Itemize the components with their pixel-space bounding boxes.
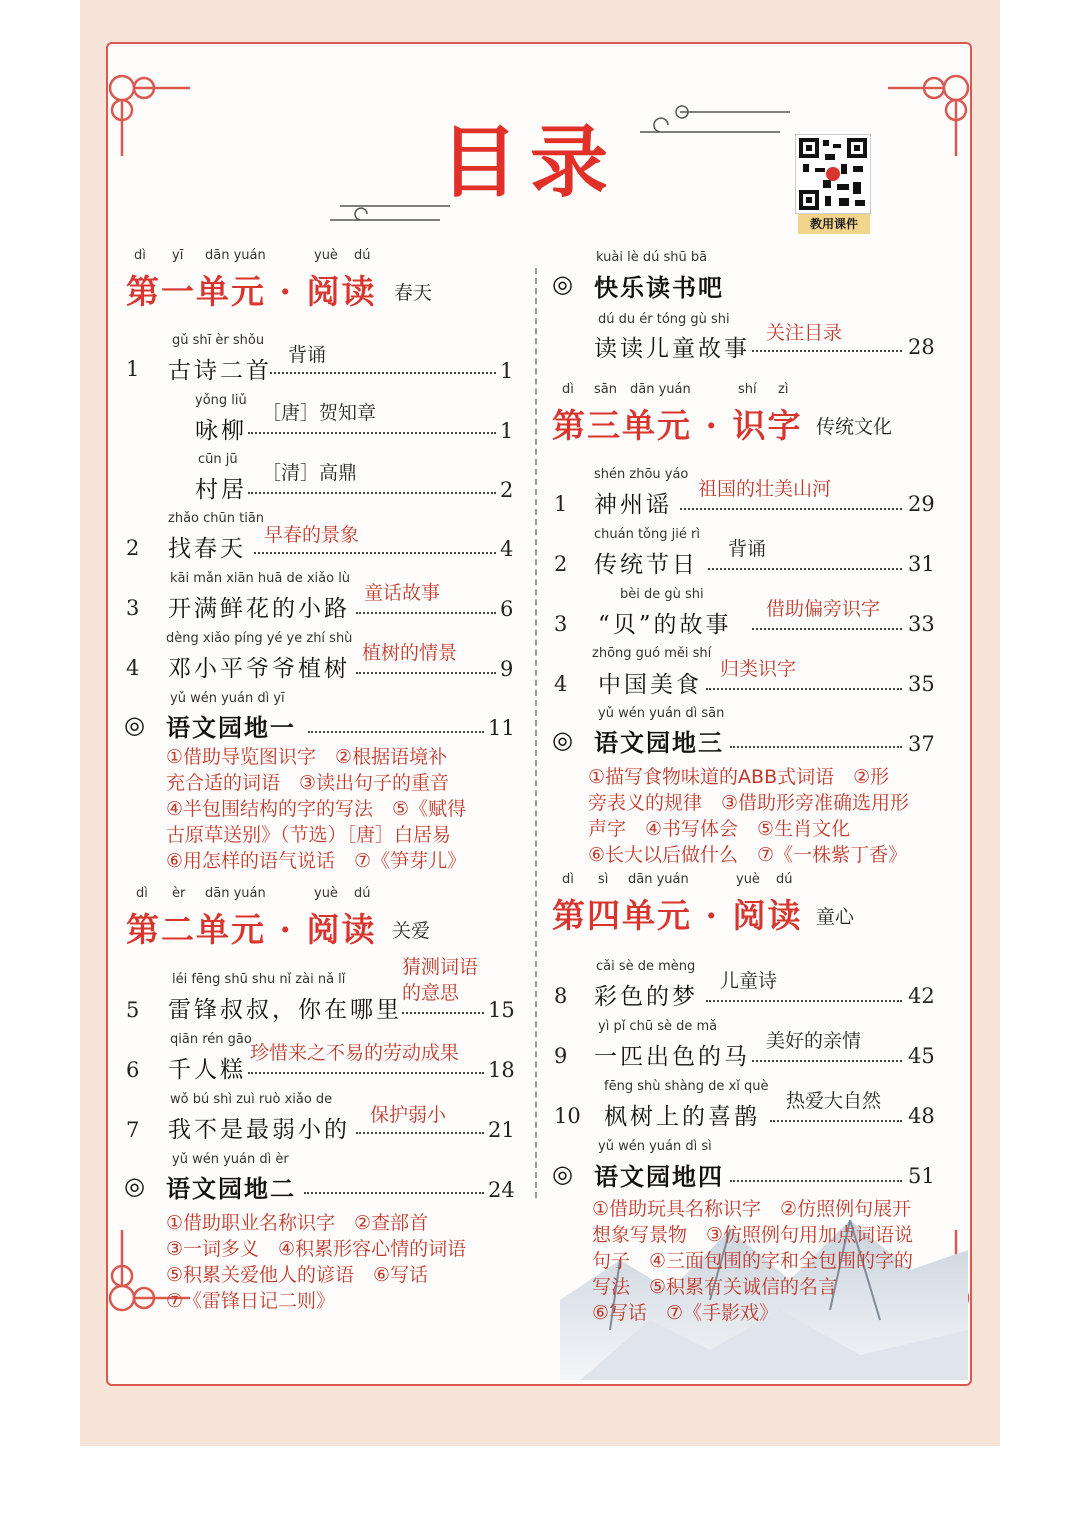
page-title: 目录: [440, 118, 621, 208]
content-line: 古原草送别》（节选）［唐］白居易: [166, 824, 452, 846]
column-divider: [535, 268, 537, 1198]
leader-dots: [680, 508, 902, 510]
leader-dots: [402, 1012, 484, 1014]
lesson-note: 保护弱小: [370, 1104, 447, 1126]
page-number: 24: [488, 1178, 515, 1202]
lesson-pinyin: fēng shù shàng de xǐ què: [604, 1079, 769, 1094]
lesson-title[interactable]: 一匹出色的马: [594, 1044, 750, 1070]
unit-pinyin: zì: [778, 382, 789, 397]
unit-title[interactable]: 第四单元 · 阅读: [552, 896, 803, 935]
leader-dots: [708, 568, 902, 570]
unit-theme: 关爱: [392, 920, 431, 942]
leader-dots: [356, 612, 496, 614]
lesson-note: 热爱大自然: [786, 1090, 882, 1112]
content-line: 想象写景物 ③仿照例句用加点词语说: [592, 1224, 914, 1246]
content-line: 声字 ④书写体会 ⑤生肖文化: [588, 818, 851, 840]
unit-title[interactable]: 第三单元 · 识字: [552, 406, 803, 445]
section-title[interactable]: 语文园地一: [166, 713, 296, 742]
leader-dots: [730, 1180, 902, 1182]
lesson-title[interactable]: 我不是最弱小的: [168, 1117, 350, 1143]
unit-theme: 传统文化: [816, 416, 893, 438]
bullet-circle-icon: ◎: [124, 1172, 145, 1200]
leader-dots: [706, 1000, 902, 1002]
lesson-note: 背诵: [728, 538, 767, 560]
lesson-note: 借助偏旁识字: [766, 598, 881, 620]
lesson-pinyin: dèng xiǎo píng yé ye zhí shù: [166, 631, 353, 646]
leader-dots: [752, 628, 902, 630]
unit-pinyin: dān yuán: [628, 872, 689, 887]
lesson-note: 祖国的壮美山河: [698, 478, 832, 500]
section-contents: [588, 764, 963, 868]
unit-pinyin: dì: [562, 382, 574, 397]
content-line: ⑦《雷锋日记二则》: [166, 1290, 336, 1312]
unit-title[interactable]: 第一单元 · 阅读: [126, 272, 377, 311]
page-number: 33: [908, 612, 935, 636]
leader-dots: [270, 372, 496, 374]
lesson-number: 3: [554, 612, 568, 636]
leader-dots: [248, 492, 496, 494]
page-number: 42: [908, 984, 935, 1008]
unit-pinyin: yuè: [736, 872, 760, 887]
content-line: ①借助职业名称识字 ②查部首: [166, 1212, 429, 1234]
poem-title[interactable]: 咏柳: [195, 418, 247, 444]
page-number: 1: [500, 419, 514, 443]
page-number: 29: [908, 492, 935, 516]
lesson-title[interactable]: 找春天: [168, 536, 246, 562]
page-number: 15: [488, 998, 515, 1022]
section-contents: [166, 1210, 536, 1314]
page-number: 4: [500, 537, 514, 561]
bullet-circle-icon: ◎: [552, 726, 573, 754]
unit-title[interactable]: 第二单元 · 阅读: [126, 910, 377, 949]
lesson-note: 猜测词语: [402, 956, 479, 978]
section-pinyin: yǔ wén yuán dì yī: [170, 691, 285, 706]
lesson-title[interactable]: 中国美食: [598, 672, 702, 698]
content-line: ⑥写话 ⑦《手影戏》: [592, 1302, 779, 1324]
lesson-number: 7: [126, 1118, 140, 1142]
cloud-icon: [640, 100, 800, 140]
lesson-pinyin: qiān rén gāo: [170, 1032, 252, 1047]
content-line: ①借助导览图识字 ②根据语境补: [166, 746, 448, 768]
content-line: ①借助玩具名称识字 ②仿照例句展开: [592, 1198, 912, 1220]
lesson-number: 1: [126, 357, 140, 381]
page-number: 1: [500, 359, 514, 383]
leader-dots: [356, 672, 496, 674]
unit-pinyin: dān yuán: [205, 248, 266, 263]
section-pinyin: kuài lè dú shū bā: [596, 250, 708, 265]
page-number: 6: [500, 597, 514, 621]
lesson-note: 植树的情景: [362, 642, 458, 664]
leader-dots: [706, 688, 902, 690]
page-number: 9: [500, 657, 514, 681]
unit-pinyin: èr: [172, 886, 186, 901]
page-number: 35: [908, 672, 935, 696]
page-number: 11: [488, 716, 515, 740]
unit-pinyin: yuè: [314, 248, 338, 263]
leader-dots: [308, 731, 484, 733]
leader-dots: [304, 1192, 484, 1194]
lesson-pinyin: kāi mǎn xiān huā de xiǎo lù: [170, 571, 351, 586]
lesson-note: 关注目录: [766, 322, 843, 344]
poem-title[interactable]: 村居: [195, 477, 247, 503]
unit-pinyin: sì: [598, 872, 609, 887]
qr-label: 教用课件: [798, 214, 870, 234]
unit-pinyin: sān: [594, 382, 617, 397]
lesson-number: 9: [554, 1044, 568, 1068]
section-pinyin: yǔ wén yuán dì èr: [172, 1152, 289, 1167]
lesson-title[interactable]: 雷锋叔叔，你在哪里: [168, 997, 402, 1023]
lesson-number: 10: [554, 1104, 581, 1128]
leader-dots: [248, 432, 496, 434]
section-title[interactable]: 语文园地二: [166, 1174, 296, 1203]
unit-pinyin: dān yuán: [205, 886, 266, 901]
lesson-number: 3: [126, 596, 140, 620]
qr-code-icon[interactable]: [795, 134, 871, 214]
lesson-note: 美好的亲情: [766, 1030, 862, 1052]
lesson-number: 2: [126, 536, 140, 560]
lesson-note: 儿童诗: [720, 970, 778, 992]
lesson-number: 1: [554, 492, 568, 516]
lesson-note: 背诵: [288, 344, 327, 366]
unit-pinyin: dú: [354, 248, 371, 263]
lesson-pinyin: cǎi sè de mèng: [596, 959, 696, 974]
unit-pinyin: dú: [354, 886, 371, 901]
lesson-pinyin: gǔ shī èr shǒu: [172, 333, 265, 348]
content-line: ⑥长大以后做什么 ⑦《一株紫丁香》: [588, 844, 908, 866]
unit-pinyin: shí: [738, 382, 757, 397]
section-title[interactable]: 快乐读书吧: [594, 273, 724, 302]
lesson-pinyin: zhǎo chūn tiān: [168, 511, 265, 526]
lesson-title[interactable]: 彩色的梦: [594, 984, 698, 1010]
leader-dots: [730, 746, 902, 748]
unit-pinyin: yuè: [314, 886, 338, 901]
poem-author: ［清］高鼎: [262, 462, 358, 484]
section-pinyin: yǔ wén yuán dì sì: [598, 1139, 712, 1154]
lesson-pinyin: léi fēng shū shu nǐ zài nǎ lǐ: [172, 972, 346, 987]
lesson-pinyin: wǒ bú shì zuì ruò xiǎo de: [170, 1092, 333, 1107]
lesson-title[interactable]: 神州谣: [594, 492, 672, 518]
lesson-note: 珍惜来之不易的劳动成果: [250, 1042, 460, 1064]
lesson-pinyin: yì pǐ chū sè de mǎ: [598, 1019, 718, 1034]
content-line: ⑥用怎样的语气说话 ⑦《笋芽儿》: [166, 850, 467, 872]
lesson-pinyin: chuán tǒng jié rì: [594, 527, 700, 542]
bullet-circle-icon: ◎: [552, 1160, 573, 1188]
content-line: 充合适的词语 ③读出句子的重音: [166, 772, 450, 794]
lesson-title[interactable]: 古诗二首: [168, 358, 272, 384]
leader-dots: [248, 1072, 484, 1074]
lesson-title[interactable]: “贝”的故事: [598, 612, 732, 638]
content-line: ①描写食物味道的ABB式词语 ②形: [588, 766, 890, 788]
lesson-note: 早春的景象: [264, 524, 360, 546]
section-contents: [592, 1196, 962, 1326]
section-pinyin: yǔ wén yuán dì sān: [598, 706, 725, 721]
unit-pinyin: dì: [562, 872, 574, 887]
leader-dots: [254, 552, 496, 554]
page-number: 48: [908, 1104, 935, 1128]
page-number: 21: [488, 1118, 515, 1142]
lesson-number: 5: [126, 998, 140, 1022]
content-line: 写法 ⑤积累有关诚信的名言: [592, 1276, 838, 1298]
lesson-title[interactable]: 传统节日: [594, 552, 698, 578]
lesson-pinyin: cūn jū: [198, 452, 238, 467]
corner-ornament-icon: [888, 70, 974, 156]
lesson-number: 8: [554, 984, 568, 1008]
content-line: ③一词多义 ④积累形容心情的词语: [166, 1238, 467, 1260]
content-line: ⑤积累关爱他人的谚语 ⑥写话: [166, 1264, 429, 1286]
unit-theme: 春天: [394, 282, 433, 304]
content-line: 旁表义的规律 ③借助形旁准确选用形: [588, 792, 910, 814]
unit-pinyin: dú: [776, 872, 793, 887]
leader-dots: [356, 1132, 484, 1134]
lesson-pinyin: yǒng liǔ: [195, 393, 247, 408]
poem-author: ［唐］贺知章: [262, 402, 377, 424]
page-number: 2: [500, 478, 514, 502]
lesson-pinyin: shén zhōu yáo: [594, 467, 689, 482]
lesson-title[interactable]: 读读儿童故事: [594, 336, 750, 362]
lesson-pinyin: zhōng guó měi shí: [592, 646, 712, 661]
lesson-number: 6: [126, 1058, 140, 1082]
lesson-note: 的意思: [402, 982, 460, 1004]
lesson-note: 归类识字: [720, 658, 797, 680]
bullet-circle-icon: ◎: [124, 711, 145, 739]
lesson-pinyin: bèi de gù shi: [620, 587, 704, 602]
page-number: 18: [488, 1058, 515, 1082]
lesson-number: 4: [554, 672, 568, 696]
lesson-title[interactable]: 枫树上的喜鹊: [604, 1104, 760, 1130]
lesson-note: 童话故事: [364, 582, 441, 604]
corner-ornament-icon: [104, 70, 190, 156]
unit-pinyin: dì: [134, 248, 146, 263]
unit-theme: 童心: [816, 906, 855, 928]
page-number: 28: [908, 335, 935, 359]
section-contents: [166, 744, 536, 874]
lesson-title[interactable]: 千人糕: [168, 1057, 246, 1083]
unit-pinyin: dì: [136, 886, 148, 901]
content-line: ④半包围结构的字的写法 ⑤《赋得: [166, 798, 467, 820]
lesson-title[interactable]: 邓小平爷爷植树: [168, 656, 350, 682]
leader-dots: [770, 1120, 902, 1122]
page-number: 31: [908, 552, 935, 576]
section-title[interactable]: 语文园地三: [594, 728, 724, 757]
lesson-title[interactable]: 开满鲜花的小路: [168, 596, 350, 622]
leader-dots: [752, 350, 902, 352]
bullet-circle-icon: ◎: [552, 270, 573, 298]
leader-dots: [752, 1060, 902, 1062]
lesson-number: 2: [554, 552, 568, 576]
unit-pinyin: dān yuán: [630, 382, 691, 397]
page-number: 45: [908, 1044, 935, 1068]
lesson-number: 4: [126, 656, 140, 680]
page-number: 37: [908, 732, 935, 756]
lesson-pinyin: dú du ér tóng gù shi: [598, 312, 730, 327]
page-number: 51: [908, 1164, 935, 1188]
content-line: 句子 ④三面包围的字和全包围的字的: [592, 1250, 914, 1272]
section-title[interactable]: 语文园地四: [594, 1162, 724, 1191]
unit-pinyin: yī: [172, 248, 184, 263]
